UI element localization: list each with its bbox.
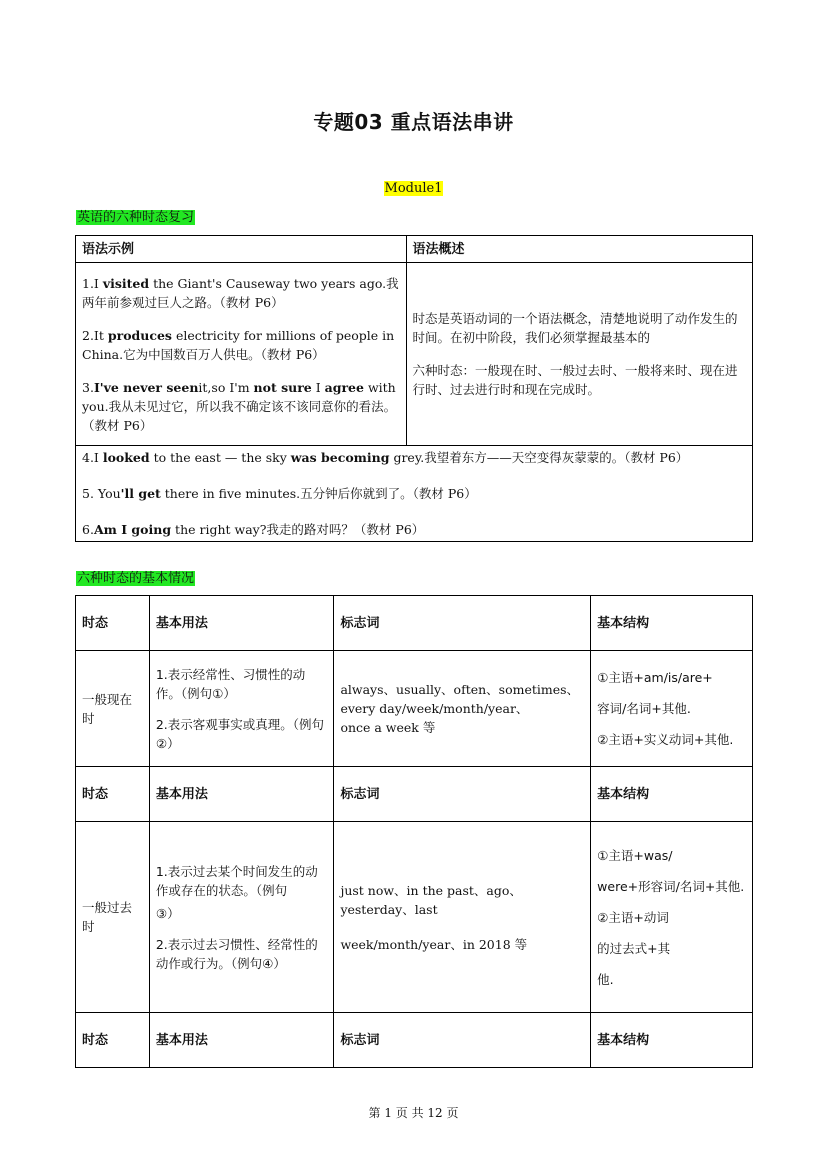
signal-present (334, 651, 591, 767)
example-6: 6.Am I going the right way?我走的路对吗？（教材 P6） (82, 522, 425, 537)
section1-heading-text: 英语的六种时态复习 (77, 210, 195, 225)
section2-heading-text: 六种时态的基本情况 (77, 571, 195, 586)
header-usage-repeat-2: 基本用法 (149, 1013, 334, 1068)
example-3: 3.I've never seenit,so I'm not sure I agree with you.我从未见过它，所以我不确定该不该同意你的看法。（教材 P6） (82, 379, 397, 433)
header-overview: 语法概述 (406, 236, 752, 263)
usage-past (149, 822, 334, 1013)
structure-past (591, 822, 753, 1013)
example-5: 5. You'll get there in five minutes.五分钟后你就到了。（教材 P6） (82, 486, 477, 501)
page-title: 专题03 重点语法串讲 (313, 110, 514, 134)
header-structure: 基本结构 (591, 596, 753, 651)
header-signal-repeat: 标志词 (334, 767, 591, 822)
structure-past-3: ②主语+动词 (597, 909, 669, 925)
structure-past-5: 他. (597, 971, 614, 987)
usage-past-1b: ③） (155, 905, 180, 921)
structure-past-4: 的过去式+其 (597, 940, 671, 956)
examples-wide-cell (76, 446, 753, 542)
usage-past-1: 1.表示过去某个时间发生的动作或存在的状态。（例句 (155, 863, 318, 898)
signal-past (334, 822, 591, 1013)
module-text: Module1 (384, 181, 443, 196)
signal-past-1: just now、in the past、ago、yesterday、last (340, 882, 522, 917)
usage-past-2: 2.表示过去习惯性、经常性的动作或行为。（例句④） (155, 936, 318, 971)
header-tense-repeat: 时态 (76, 767, 150, 822)
header-structure-repeat-2: 基本结构 (591, 1013, 753, 1068)
header-examples: 语法示例 (76, 236, 407, 263)
structure-present-3: ②主语+实义动词+其他. (597, 732, 734, 747)
example-2: 2.It produces electricity for millions of people in China.它为中国数百万人供电。（教材 P6） (82, 327, 395, 362)
module-label (0, 181, 827, 196)
structure-past-2: were+形容词/名词+其他. (597, 878, 745, 894)
header-usage-repeat: 基本用法 (149, 767, 334, 822)
usage-present-1: 1.表示经常性、习惯性的动作。（例句①） (155, 666, 306, 701)
header-signal: 标志词 (334, 596, 591, 651)
page-footer: 第 1 页 共 12 页 (368, 1106, 459, 1120)
grammar-examples-table (75, 235, 753, 542)
signal-present-2: once a week 等 (340, 720, 436, 735)
signal-present-1: always、usually、often、sometimes、every day/week/month/year、 (340, 682, 580, 716)
example-4: 4.I looked to the east — the sky was becoming grey.我望着东方——天空变得灰蒙蒙的。（教材 P6） (82, 450, 689, 465)
header-signal-repeat-2: 标志词 (334, 1013, 591, 1068)
example-1: 1.I visited the Giant's Causeway two years ago.我两年前参观过巨人之路。（教材 P6） (82, 275, 399, 310)
signal-past-2: week/month/year、in 2018 等 (340, 936, 528, 952)
overview-para-1: 时态是英语动词的一个语法概念，清楚地说明了动作发生的时间。在初中阶段，我们必须掌握最基本的 (412, 311, 738, 345)
header-usage: 基本用法 (149, 596, 334, 651)
section2-heading (76, 567, 195, 586)
structure-present (591, 651, 753, 767)
structure-present-1: ①主语+am/is/are+ (597, 670, 713, 685)
usage-present-2: 2.表示客观事实或真理。（例句②） (155, 716, 325, 751)
header-structure-repeat: 基本结构 (591, 767, 753, 822)
tense-past: 一般过去时 (76, 822, 150, 1013)
section1-heading (76, 206, 195, 225)
overview-cell (406, 263, 752, 446)
tense-overview-table (75, 595, 753, 1068)
header-tense: 时态 (76, 596, 150, 651)
header-tense-repeat-2: 时态 (76, 1013, 150, 1068)
examples-cell (76, 263, 407, 446)
structure-present-2: 容词/名词+其他. (597, 701, 691, 716)
overview-para-2: 六种时态：一般现在时、一般过去时、一般将来时、现在进行时、过去进行时和现在完成时。 (412, 363, 738, 397)
tense-present: 一般现在时 (76, 651, 150, 767)
usage-present (149, 651, 334, 767)
structure-past-1: ①主语+was/ (597, 847, 673, 863)
